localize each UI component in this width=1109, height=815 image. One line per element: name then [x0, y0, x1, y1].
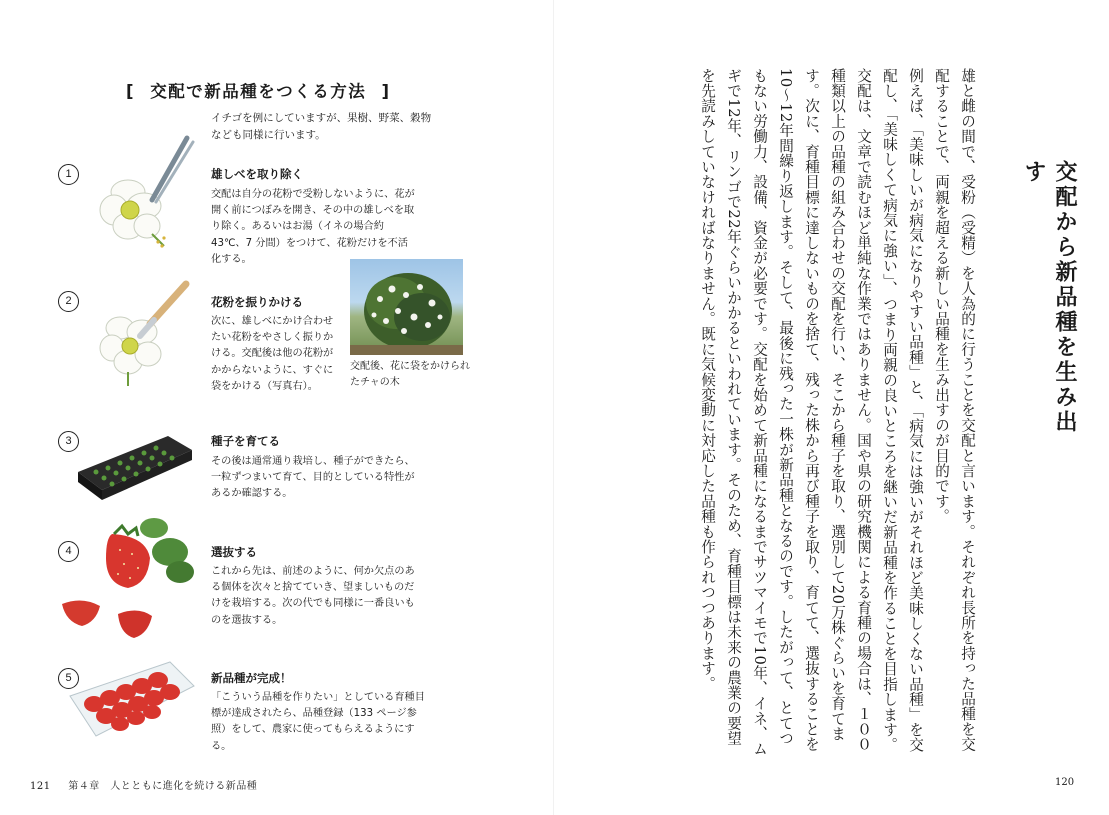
seedling-tray-illustration [72, 428, 196, 508]
step-description: 次に、雄しべにかけ合わせたい花粉をやさしく振りかける。交配後は他の花粉がかからないように、すぐに袋をかける（写真右）。 [211, 316, 334, 392]
step-number: 5 [58, 668, 79, 689]
step-title: 新品種が完成！ [211, 671, 292, 685]
left-page-number: 121 [30, 781, 51, 792]
flower-icon [100, 317, 161, 386]
step-title: 種子を育てる [211, 434, 280, 448]
step-description: その後は通常通り栽培し、種子ができたら、一粒ずつまいて育て、目的としている特性があるか確認する。 [211, 456, 415, 500]
tea-tree-image [350, 259, 463, 355]
step-title: 選抜する [211, 545, 257, 559]
chapter-title: 第４章 人とともに進化を続ける新品種 [68, 781, 258, 792]
photo-caption: 交配後、花に袋をかけられたチャの木 [350, 361, 470, 388]
strawberry-leaf-icon [140, 518, 194, 583]
flower-brush-illustration [98, 278, 198, 390]
step-title: 花粉を振りかける [211, 295, 303, 309]
intro-text: イチゴを例にしていますが、果樹、野菜、穀物なども同様に行います。 [211, 112, 432, 141]
brush-icon [140, 284, 186, 336]
step-description: これから先は、前述のように、何か欠点のある個体を次々と捨てていき、望ましいものだけを栽培する。次の代でも同様に一番良いものを選抜する。 [211, 566, 415, 626]
heading-bracket-open: [ [126, 82, 136, 101]
paragraph: 交配は、文章で読むほど単純な作業ではありません。国や県の研究機関による育種の場合は、１００種類以上の品種の組み合わせの交配を行い、そこから種子を取り、選別して20万株ぐらいを育てます。次に、育種目標に達しないものを捨て、残った株から再び種子を取り、育てて、選抜することを10～12年間繰り返します。そして、最後に残った一株が新品種となるのです。したがって、とてつもない労働力、設備、資金が必要です。交配を始めて新品種になるまでサツマイモで10年、イネ、ムギで12年、リンゴで22年ぐらいかかるといわれています。そのため、育種目標は未来の農業の要望を先読みしていなければなりません。既に気候変動に対応した品種も作られつつあります。 [699, 68, 872, 757]
step-description: 「こういう品種を作りたい」としている育種目標が達成されたら、品種登録（133 ページ参照）をして、農家に使ってもらえるようにする。 [211, 692, 425, 752]
heading-bracket-close: ] [381, 82, 391, 101]
step-number: 1 [58, 164, 79, 185]
article-body [690, 68, 980, 758]
section-heading [126, 78, 391, 102]
step-number: 4 [58, 541, 79, 562]
left-page-footer [30, 777, 257, 792]
flower-tweezers-illustration [92, 134, 202, 254]
strawberries-illustration [56, 514, 202, 644]
step-number: 2 [58, 291, 79, 312]
tweezers-icon [152, 138, 193, 202]
flower-icon [100, 180, 164, 246]
heading-text: 交配で新品種をつくる方法 [150, 82, 367, 101]
tea-tree-photo [350, 259, 463, 355]
strawberry-pack-illustration [66, 656, 198, 742]
step-number: 3 [58, 431, 79, 452]
right-page-number: 120 [1055, 777, 1075, 788]
step-title: 雄しべを取り除く [211, 167, 303, 181]
paragraph: 雄と雌の間で、受粉（受精）を人為的に行うことを交配と言います。それぞれ長所を持った品種を交配することで、両親を超える新しい品種を生み出すのが目的です。 [933, 68, 976, 752]
strawberry-icon [62, 526, 152, 638]
paragraph: 例えば、「美味しいが病気になりやすい品種」と、「病気には強いがそれほど美味しくない品種」を交配し、「美味しくて病気に強い」、つまり両親の良いところを継いだ新品種を作ることを目指します。 [881, 68, 924, 753]
step-description: 交配は自分の花粉で受粉しないように、花が開く前につぼみを開き、その中の雄しべを取り除く。あるいはお湯（イネの場合約 43℃、7 分間）をつけて、花粉だけを不活化する。 [211, 189, 415, 265]
page-gutter [553, 0, 554, 815]
article-title: 交配から新品種を生み出す [1021, 160, 1077, 435]
